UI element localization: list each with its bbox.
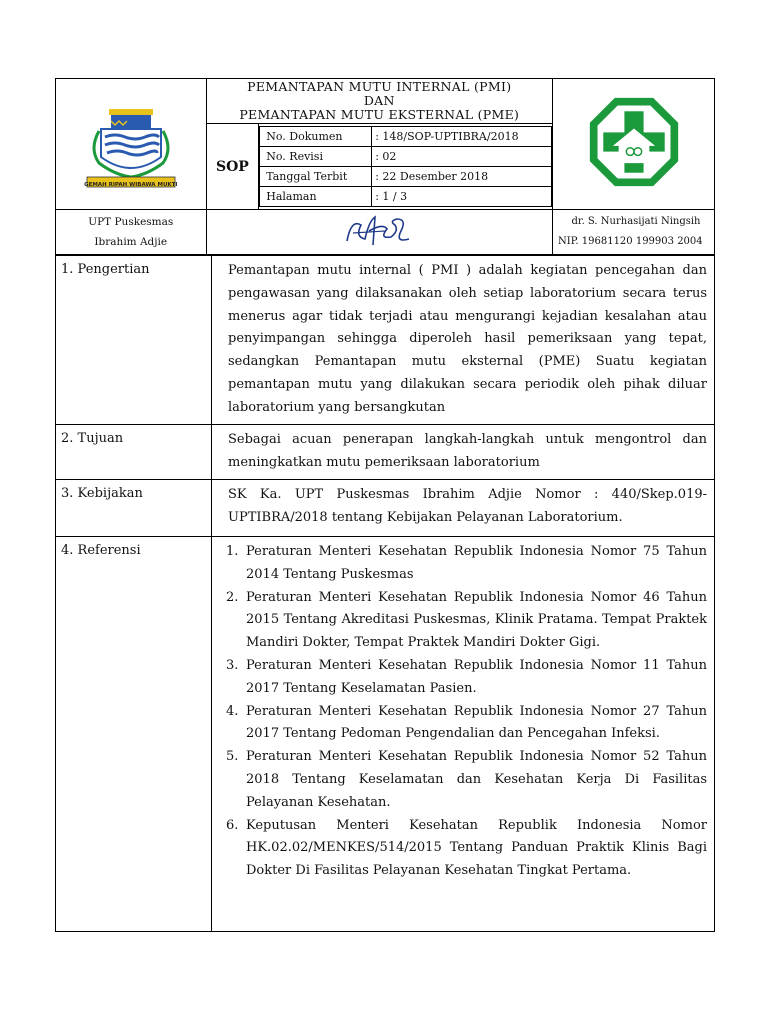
section-referensi [56, 537, 715, 932]
list-item [226, 815, 707, 883]
list-number: 6. [226, 817, 239, 833]
logo-banner-text: GEMAH RIPAH WIBAWA MUKTI [84, 181, 178, 188]
metadata-cell [259, 124, 553, 210]
section-label: 4. Referensi [56, 537, 212, 932]
list-number: 5. [226, 749, 239, 765]
list-text: Peraturan Menteri Kesehatan Republik Indonesia Nomor 11 Tahun 2017 Tentang Keselamatan Pasien. [246, 657, 707, 696]
signer-cell [553, 210, 715, 255]
meta-label: Tanggal Terbit [260, 167, 372, 187]
title-line-1: PEMANTAPAN MUTU INTERNAL (PMI) [247, 79, 512, 94]
meta-value: : 148/SOP-UPTIBRA/2018 [372, 127, 552, 147]
list-item [226, 655, 707, 701]
list-number: 1. [226, 544, 239, 559]
list-text: Keputusan Menteri Kesehatan Republik Indonesia Nomor HK.02.02/MENKES/514/2015 Tentang Panduan Praktik Klinis Bagi Dokter Di Fasilitas Pelayanan Kesehatan Tingkat Pertama. [246, 817, 707, 879]
sop-label: SOP [206, 124, 259, 210]
meta-row [260, 127, 552, 147]
meta-value: : 1 / 3 [372, 187, 552, 207]
signature-row [56, 210, 715, 255]
section-label: 1. Pengertian [56, 256, 212, 425]
puskesmas-logo-cell [553, 79, 715, 210]
section-kebijakan [56, 480, 715, 537]
meta-row [260, 187, 552, 207]
puskesmas-logo-icon [586, 94, 682, 190]
section-pengertian [56, 256, 715, 425]
list-item [226, 746, 707, 814]
meta-label: No. Revisi [260, 147, 372, 167]
header-table [55, 78, 715, 255]
section-text: SK Ka. UPT Puskesmas Ibrahim Adjie Nomor : 440/Skep.019-UPTIBRA/2018 tentang Kebijakan Pelayanan Laboratorium. [212, 480, 715, 537]
reference-list [226, 541, 707, 883]
meta-row [260, 167, 552, 187]
metadata-table [259, 126, 552, 207]
document-title [206, 79, 552, 124]
org-name-line-2: Ibrahim Adjie [94, 236, 168, 248]
meta-label: Halaman [260, 187, 372, 207]
signature-cell [206, 210, 552, 255]
list-number: 4. [226, 703, 239, 719]
section-text: Sebagai acuan penerapan langkah-langkah untuk mengontrol dan meningkatkan mutu pemeriksaan laboratorium [212, 425, 715, 480]
regional-logo-cell [56, 79, 207, 210]
section-text: Pemantapan mutu internal ( PMI ) adalah kegiatan pencegahan dan pengawasan yang dilaksanakan oleh setiap laboratorium secara terus menerus agar tidak terjadi atau mengurangi kejadian kesalahan atau penyimpangan sehingga diperoleh hasil pemeriksaan yang tepat, sedangkan Pemantapan mutu eksternal (PME) Suatu kegiatan pemantapan mutu yang dilakukan secara periodik oleh pihak diluar laboratorium yang bersangkutan [212, 256, 715, 425]
list-item [226, 587, 707, 655]
signer-name: dr. S. Nurhasijati Ningsih [571, 216, 701, 227]
sop-document [55, 78, 715, 932]
regional-emblem-icon [71, 101, 191, 191]
section-label: 2. Tujuan [56, 425, 212, 480]
list-text: Peraturan Menteri Kesehatan Republik Indonesia Nomor 46 Tahun 2015 Tentang Akreditasi Puskesmas, Klinik Pratama. Tempat Praktek Mandiri Dokter, Tempat Praktek Mandiri Dokter Gigi. [246, 589, 707, 651]
organization-cell [56, 210, 207, 255]
reference-list-cell [212, 537, 715, 932]
title-line-3: PEMANTAPAN MUTU EKSTERNAL (PME) [239, 107, 520, 122]
title-line-2: DAN [363, 93, 395, 108]
list-item [226, 701, 707, 747]
org-name-line-1: UPT Puskesmas [88, 216, 174, 228]
list-number: 3. [226, 657, 239, 673]
section-label: 3. Kebijakan [56, 480, 212, 537]
list-text: Peraturan Menteri Kesehatan Republik Indonesia Nomor 75 Tahun 2014 Tentang Puskesmas [246, 544, 707, 582]
list-number: 2. [226, 589, 239, 605]
section-tujuan [56, 425, 715, 480]
list-item [226, 541, 707, 587]
meta-label: No. Dokumen [260, 127, 372, 147]
meta-value: : 02 [372, 147, 552, 167]
content-table [55, 255, 715, 932]
list-text: Peraturan Menteri Kesehatan Republik Indonesia Nomor 52 Tahun 2018 Tentang Keselamatan dan Kesehatan Kerja Di Fasilitas Pelayanan Kesehatan. [246, 749, 707, 810]
signer-nip: NIP. 19681120 199903 2004 [558, 236, 703, 247]
list-text: Peraturan Menteri Kesehatan Republik Indonesia Nomor 27 Tahun 2017 Tentang Pedoman Pengendalian dan Pencegahan Infeksi. [246, 703, 707, 742]
meta-value: : 22 Desember 2018 [372, 167, 552, 187]
meta-row [260, 147, 552, 167]
signature-icon [339, 211, 419, 251]
